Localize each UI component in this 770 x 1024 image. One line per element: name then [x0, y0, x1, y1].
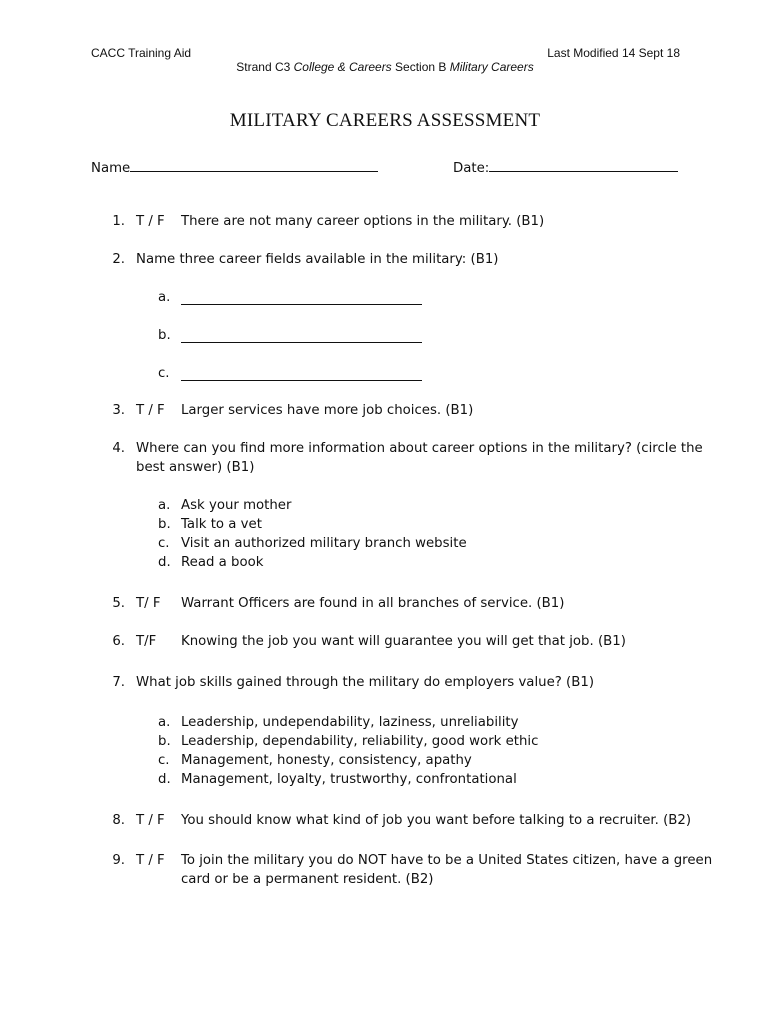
q4-number: 4. — [112, 441, 125, 456]
q2-blank-c[interactable] — [181, 366, 422, 381]
q1-text: There are not many career options in the military. (B1) — [181, 214, 545, 229]
q6-number: 6. — [112, 634, 125, 649]
q2-letter-b: b. — [158, 328, 171, 343]
q2-blank-b[interactable] — [181, 328, 422, 343]
date-field-row — [453, 157, 678, 176]
q6-true-false[interactable]: T/F — [136, 634, 157, 649]
q3-true-false[interactable]: T / F — [136, 403, 165, 418]
q4-option-a[interactable]: a. Ask your mother — [158, 498, 292, 513]
date-blank[interactable] — [489, 157, 678, 172]
q3-number: 3. — [112, 403, 125, 418]
q9-number: 9. — [112, 853, 125, 868]
q7-text: What job skills gained through the military do employers value? (B1) — [136, 675, 595, 690]
q2-blank-a[interactable] — [181, 290, 422, 305]
date-label: Date: — [453, 161, 490, 176]
q9-text-line2: card or be a permanent resident. (B2) — [181, 872, 434, 887]
q4-option-b[interactable]: b. Talk to a vet — [158, 517, 262, 532]
q7-option-d[interactable]: d. Management, loyalty, trustworthy, confrontational — [158, 772, 517, 787]
q5-text: Warrant Officers are found in all branches of service. (B1) — [181, 596, 565, 611]
q7-number: 7. — [112, 675, 125, 690]
name-field-row — [91, 157, 378, 176]
q4-text-line2: best answer) (B1) — [136, 460, 255, 475]
q2-answer-b — [158, 328, 171, 343]
q7-option-b[interactable]: b. Leadership, dependability, reliability, good work ethic — [158, 734, 539, 749]
page-title: MILITARY CAREERS ASSESSMENT — [229, 110, 541, 131]
name-label: Name — [91, 161, 131, 176]
header-strand — [0, 60, 770, 74]
q2-number: 2. — [112, 252, 125, 267]
q4-option-d[interactable]: d. Read a book — [158, 555, 264, 570]
header-right: Last Modified 14 Sept 18 — [547, 46, 680, 60]
q2-text: Name three career fields available in the military: (B1) — [136, 252, 499, 267]
q9-true-false[interactable]: T / F — [136, 853, 165, 868]
q1-number: 1. — [112, 214, 125, 229]
q6-text: Knowing the job you want will guarantee you will get that job. (B1) — [181, 634, 626, 649]
q8-number: 8. — [112, 813, 125, 828]
q7-option-a[interactable]: a. Leadership, undependability, laziness, unreliability — [158, 715, 519, 730]
q4-option-c[interactable]: c. Visit an authorized military branch website — [158, 536, 467, 551]
q5-number: 5. — [112, 596, 125, 611]
strand-section: Military Careers — [449, 60, 534, 74]
header-left: CACC Training Aid — [91, 46, 192, 60]
strand-middle: Section B — [391, 60, 450, 74]
q9-text-line1: To join the military you do NOT have to be a United States citizen, have a green — [181, 853, 713, 868]
strand-course: College & Careers — [293, 60, 392, 74]
q5-true-false[interactable]: T/ F — [136, 596, 161, 611]
q2-letter-a: a. — [158, 290, 171, 305]
q4-text-line1: Where can you find more information about career options in the military? (circle the — [136, 441, 703, 456]
name-blank[interactable] — [130, 157, 378, 172]
q2-answer-c — [158, 366, 170, 381]
q2-letter-c: c. — [158, 366, 170, 381]
q1-true-false[interactable]: T / F — [136, 214, 165, 229]
q3-text: Larger services have more job choices. (B1) — [181, 403, 474, 418]
strand-prefix: Strand C3 — [236, 60, 294, 74]
q8-true-false[interactable]: T / F — [136, 813, 165, 828]
q7-option-c[interactable]: c. Management, honesty, consistency, apathy — [158, 753, 472, 768]
q2-answer-a — [158, 290, 170, 305]
q8-text: You should know what kind of job you want before talking to a recruiter. (B2) — [181, 813, 692, 828]
